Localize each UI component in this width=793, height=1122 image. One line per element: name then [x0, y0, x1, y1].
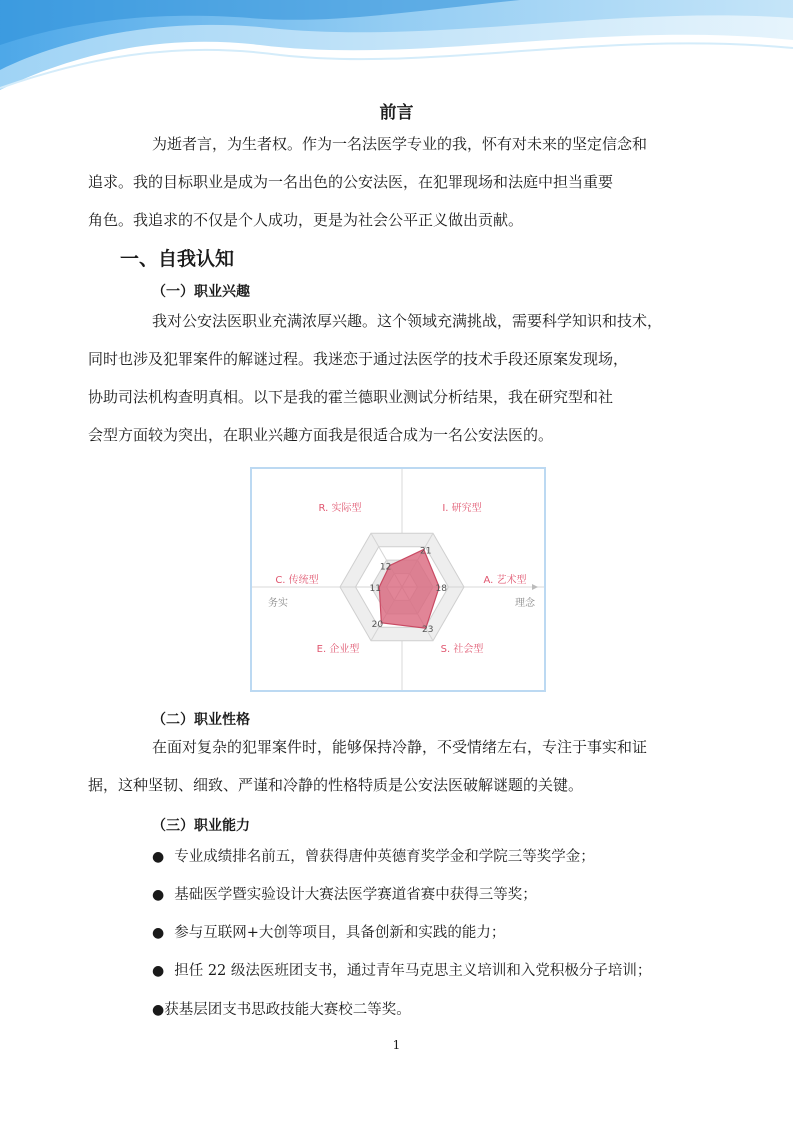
radar-axis-label: A. 艺术型 — [483, 575, 527, 586]
ability-text: 担任 22 级法医班团支书，通过青年马克思主义培训和入党积极分子培训； — [174, 963, 652, 979]
ability-text: 专业成绩排名前五，曾获得唐仲英德育奖学金和学院三等奖学金； — [174, 849, 595, 865]
interest-line: 协助司法机构查明真相。以下是我的霍兰德职业测试分析结果，我在研究型和社 — [88, 388, 614, 406]
radar-axis-label: I. 研究型 — [442, 503, 482, 514]
bullet-icon: ● — [152, 887, 165, 903]
ability-text: 参与互联网+大创等项目，具备创新和实践的能力； — [174, 925, 506, 941]
subheading-career-ability: （三）职业能力 — [152, 818, 250, 834]
page-title: 前言 — [379, 103, 414, 123]
radar-value-label: 23 — [422, 625, 434, 636]
ability-item — [152, 998, 411, 1019]
radar-axis-label: R. 实际型 — [318, 503, 362, 514]
radar-axis-label: C. 传统型 — [275, 575, 319, 586]
bullet-icon: ● — [152, 849, 165, 865]
radar-value-label: 21 — [419, 546, 432, 557]
interest-paragraph — [88, 302, 676, 454]
interest-line: 会型方面较为突出，在职业兴趣方面我是很适合成为一名公安法医的。 — [88, 426, 554, 444]
subheading-career-interest: （一）职业兴趣 — [152, 284, 250, 300]
interest-line: 我对公安法医职业充满浓厚兴趣。这个领域充满挑战，需要科学知识和技术， — [152, 312, 663, 330]
radar-value-label: 11 — [369, 584, 381, 594]
ability-text: 基础医学暨实验设计大赛法医学赛道省赛中获得三等奖； — [174, 887, 537, 903]
radar-value-label: 12 — [379, 562, 392, 573]
personality-line: 据，这种坚韧、细致、严谨和冷静的性格特质是公安法医破解谜题的关键。 — [88, 776, 584, 794]
radar-value-label: 20 — [371, 619, 384, 630]
preface-paragraph — [88, 125, 676, 239]
personality-paragraph — [88, 728, 676, 804]
radar-value-label: 18 — [435, 584, 447, 594]
bullet-icon: ● — [152, 1002, 165, 1018]
preface-line: 追求。我的目标职业是成为一名出色的公安法医，在犯罪现场和法庭中担当重要 — [88, 173, 614, 191]
bullet-icon: ● — [152, 925, 165, 941]
holland-radar-chart — [250, 467, 546, 692]
page-number: 1 — [392, 1038, 401, 1052]
ability-item — [152, 883, 537, 904]
interest-line: 同时也涉及犯罪案件的解谜过程。我迷恋于通过法医学的技术手段还原案发现场， — [88, 350, 629, 368]
subheading-career-personality: （二）职业性格 — [152, 712, 250, 728]
ability-item — [152, 845, 595, 866]
ability-item — [152, 921, 505, 942]
radar-chart-svg — [252, 469, 544, 690]
axis-arrow-icon — [532, 584, 538, 590]
personality-line: 在面对复杂的犯罪案件时，能够保持冷静，不受情绪左右，专注于事实和证 — [152, 738, 648, 756]
preface-line: 为逝者言，为生者权。作为一名法医学专业的我，怀有对未来的坚定信念和 — [152, 135, 648, 153]
preface-line: 角色。我追求的不仅是个人成功，更是为社会公平正义做出贡献。 — [88, 211, 524, 229]
section-heading-self-awareness: 一、自我认知 — [120, 248, 235, 270]
ability-text: 获基层团支书思政技能大赛校二等奖。 — [164, 1002, 411, 1018]
radar-left-label: 务实 — [268, 598, 288, 609]
radar-axis-label: E. 企业型 — [316, 644, 360, 655]
ability-item — [152, 959, 651, 980]
radar-axis-label: S. 社会型 — [440, 644, 484, 655]
radar-right-label: 理念 — [515, 598, 535, 609]
bullet-icon: ● — [152, 963, 165, 979]
